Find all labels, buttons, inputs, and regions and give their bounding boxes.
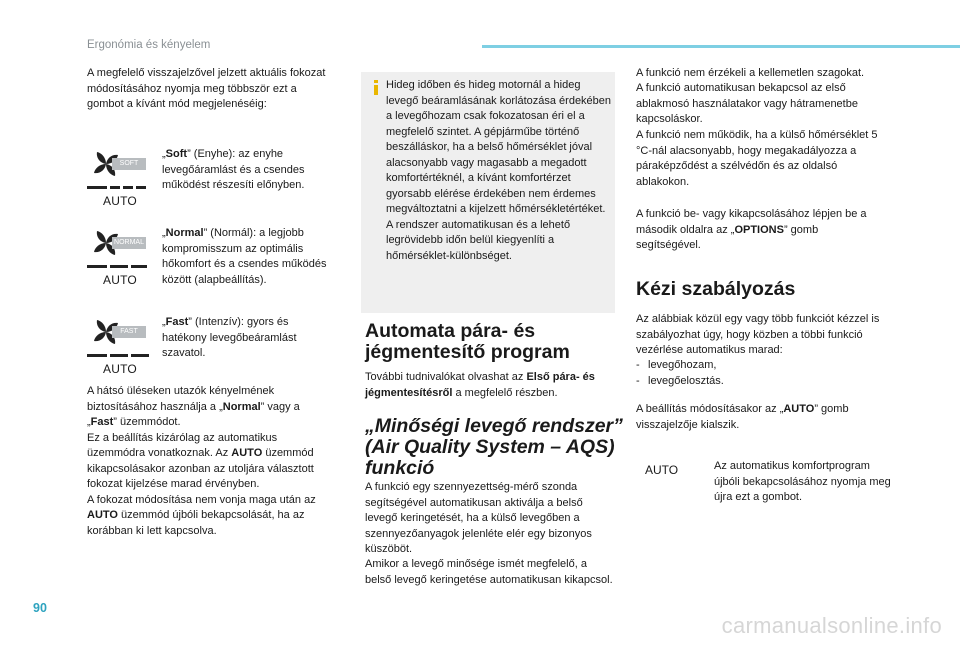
- soft-mode-icon: [87, 147, 149, 211]
- auto-label: AUTO: [103, 194, 137, 208]
- list-item: - levegőhozam,: [636, 358, 891, 374]
- section-heading-defrost: Automata pára- és jégmentesítő program: [365, 320, 570, 363]
- aqs-info-1: A funkció nem érzékeli a kellemetlen szagokat.: [636, 67, 865, 79]
- aqs-info-2: A funkció automatikusan bekapcsol az első ablakmosó használatakor vagy hátramenetbe kapcsoláskor.: [636, 82, 858, 125]
- info-note-text: Hideg időben és hideg motornál a hideg levegő beáramlásának korlátozása érdekében a levegőhozam csak fokozatosan éri el a megfelelő szintet. A gépjárműbe történő beszálláskor, ha a belső hőmérséklet jóval alacsonyabb vagy magasabb a megadott komfortértéknél, a kívánt komfortérzet gyorsabb elérése érdekében nem érdemes megváltoztatni a kijelzett hőmérsékletértéket. A rendszer automatikusan és a lehető legrövidebb időn belül kiegyenlíti a hőmérséklet-különbséget.: [386, 79, 612, 262]
- auto-label: AUTO: [103, 362, 137, 376]
- fan-level-bars: [87, 186, 149, 189]
- manual-auto-text: A beállítás módosításakor az „AUTO” gomb visszajelzője kialszik.: [636, 403, 849, 431]
- auto-restore-text: Az automatikus komfortprogram újbóli bekapcsolásához nyomja meg újra ezt a gombot.: [714, 460, 891, 503]
- mode-description: „Soft” (Enyhe): az enyhe levegőáramlást és a csendes működést részesíti előnyben.: [162, 148, 305, 191]
- mode-description: „Normal” (Normál): a legjobb kompromisszum az optimális hőkomfort és a csendes működés között (alapbeállítás).: [162, 227, 327, 286]
- auto-label: AUTO: [103, 273, 137, 287]
- list-item: - levegőelosztás.: [636, 374, 891, 390]
- defrost-text: További tudnivalókat olvashat az Első pára- és jégmentesítésről a megfelelő részben.: [365, 371, 595, 399]
- info-icon: [371, 80, 381, 95]
- page-number: 90: [33, 601, 47, 615]
- section-heading-manual: Kézi szabályozás: [636, 278, 796, 300]
- mode-badge: FAST: [112, 326, 146, 338]
- auto-button-label: AUTO: [645, 463, 679, 477]
- fan-level-bars: [87, 354, 149, 357]
- section-heading-aqs: „Minőségi levegő rendszer” (Air Quality System – AQS) funkció: [365, 415, 623, 479]
- mode-badge: NORMAL: [112, 237, 146, 249]
- aqs-options-text: A funkció be- vagy kikapcsolásához lépjen be a második oldalra az „OPTIONS” gomb segítségével.: [636, 208, 867, 251]
- manual-list: [636, 358, 891, 389]
- header-accent-bar: [482, 45, 960, 48]
- mode-badge: SOFT: [112, 158, 146, 170]
- aqs-info-3: A funkció nem működik, ha a külső hőmérséklet 5 °C-nál alacsonyabb, hogy megakadályozza a páraképződést a szélvédőn és az oldalsó ablakokon.: [636, 129, 878, 188]
- fast-mode-icon: [87, 315, 149, 379]
- aqs-text-1: A funkció egy szennyezettség-mérő szonda segítségével automatikusan aktiválja a belső levegő keringetését, ha a külső levegőben a szennyezőanyagok jelenléte elér egy bizonyos küszöböt.: [365, 481, 592, 555]
- intro-text: A megfelelő visszajelzővel jelzett aktuális fokozat módosításához nyomja meg többször ezt a gombot a kívánt mód megjelenéséig:: [87, 67, 326, 110]
- manual-intro-text: Az alábbiak közül egy vagy több funkciót kézzel is szabályozhat úgy, hogy közben a többi funkció vezérlése automatikus marad:: [636, 313, 880, 356]
- rear-passengers-text: A hátsó üléseken utazók kényelmének biztosításához használja a „Normal” vagy a „Fast” üzemmódot. Ez a beállítás kizárólag az automatikus üzemmódra vonatkoznak. Az AUTO üzemmód kikapcsolásakor azonban az utoljára választott fokozat kijelzése marad érvényben. A fokozat módosítása nem vonja maga után az AUTO üzemmód újbóli bekapcsolását, ha az korábban ki lett kapcsolva.: [87, 385, 316, 537]
- normal-mode-icon: [87, 226, 149, 290]
- mode-description: „Fast” (Intenzív): gyors és hatékony levegőbeáramlást szavatol.: [162, 316, 297, 359]
- fan-level-bars: [87, 265, 149, 268]
- watermark: carmanualsonline.info: [721, 613, 942, 638]
- aqs-text-2: Amikor a levegő minősége ismét megfelelő, a belső levegő keringetése automatikusan kikapcsol.: [365, 558, 613, 586]
- section-title: Ergonómia és kényelem: [87, 39, 211, 51]
